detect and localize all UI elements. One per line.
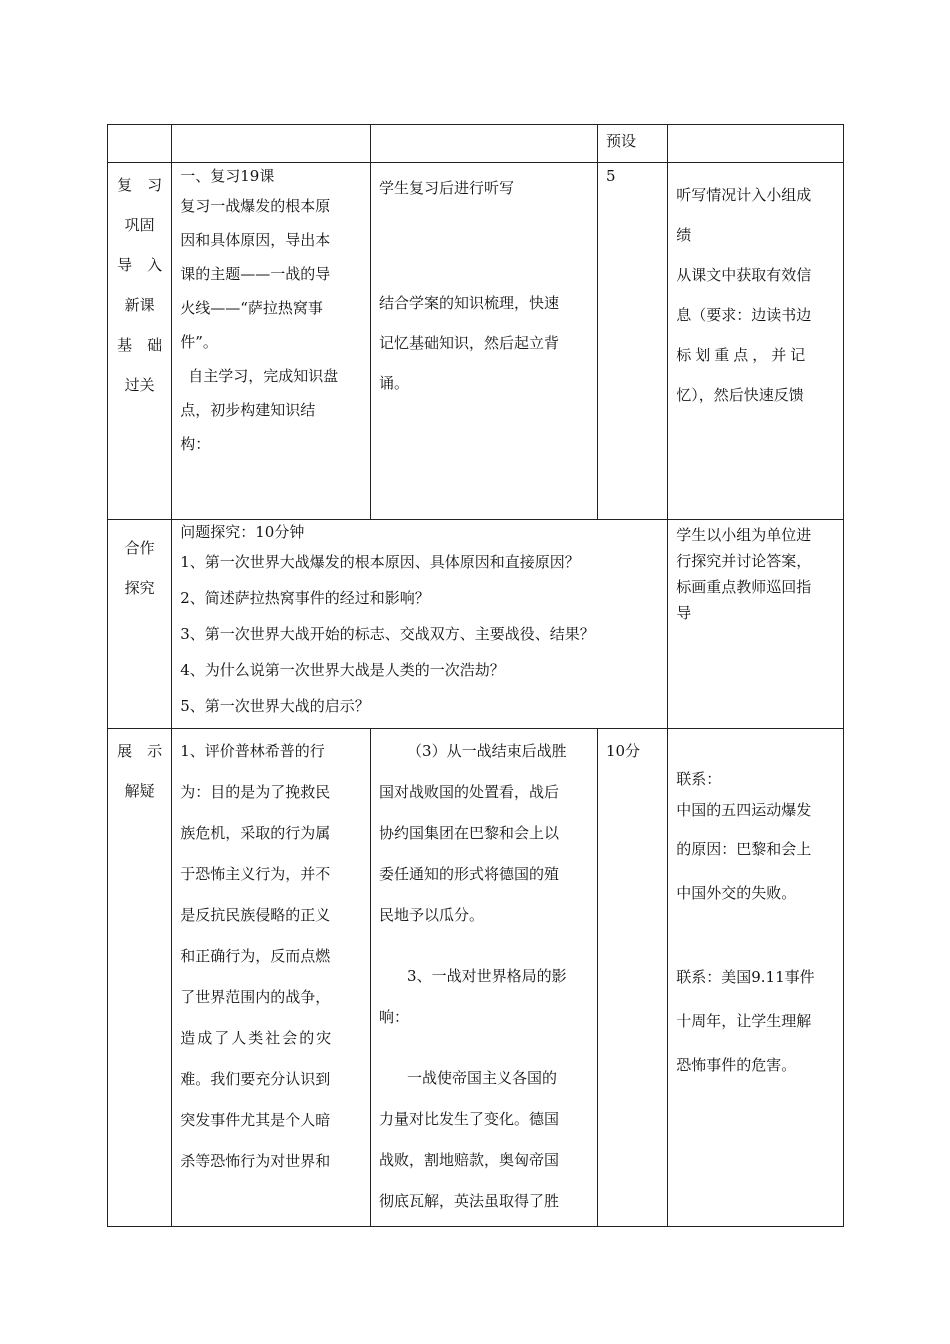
review-time-cell [597, 163, 667, 520]
present-time: 10分 [605, 742, 641, 760]
inquiry-title: 问题探究：10分钟 [180, 523, 305, 541]
present-evaluation-cell [172, 729, 371, 1227]
evaluation-line: 为：目的是为了挽救民 [180, 783, 331, 801]
review-teacher-cell [172, 163, 371, 520]
student-line: 结合学案的知识梳理，快速 [379, 294, 560, 312]
stage-line: 巩固 [124, 216, 155, 234]
note-line: 忆），然后快速反馈 [676, 386, 804, 404]
note-line: 听写情况计入小组成 [676, 186, 812, 204]
question-item: 4、为什么说第一次世界大战是人类的一次浩劫？ [180, 661, 505, 679]
evaluation-line: 造成了人类社会的灾 [180, 1029, 334, 1047]
note-line: 联系： [676, 770, 722, 788]
note-line: 恐怖事件的危害。 [676, 1056, 797, 1074]
stage-line: 过关 [124, 376, 155, 394]
present-stage-cell [108, 729, 172, 1227]
review-stage-cell [108, 163, 172, 520]
review-stage-label [108, 163, 171, 409]
review-notes-cell [668, 163, 844, 520]
question-item: 2、简述萨拉热窝事件的经过和影响？ [180, 589, 430, 607]
present-row [108, 729, 844, 1227]
analysis-line: 一战使帝国主义各国的 [407, 1069, 558, 1087]
preset-label: 预设 [605, 132, 636, 150]
teacher-line: 一、复习19课 [180, 167, 275, 185]
review-time: 5 [605, 167, 616, 185]
note-line: 十周年，让学生理解 [676, 1012, 812, 1030]
note-line: 绩 [676, 226, 692, 244]
present-analysis-cell [371, 729, 598, 1227]
evaluation-line: 和正确行为，反而点燃 [180, 947, 331, 965]
header-cell-1 [108, 125, 172, 163]
note-line: 行探究并讨论答案， [676, 552, 812, 570]
cooperate-notes [668, 520, 843, 630]
teacher-line: 自主学习，完成知识盘 [188, 367, 339, 385]
cooperate-row [108, 520, 844, 729]
cooperate-notes-cell [668, 520, 844, 729]
note-line: 息（要求：边读书边 [676, 306, 812, 324]
note-line: 学生以小组为单位进 [676, 526, 812, 544]
evaluation-line: 是反抗民族侵略的正义 [180, 906, 331, 924]
note-line: 联系：美国9.11事件 [676, 968, 815, 986]
analysis-line: （3）从一战结束后战胜 [407, 742, 567, 760]
present-notes-cell [668, 729, 844, 1227]
note-line: 从课文中获取有效信 [676, 266, 812, 284]
present-stage-label [108, 729, 171, 815]
question-item: 1、第一次世界大战爆发的根本原因、具体原因和直接原因？ [180, 553, 580, 571]
evaluation-line: 于恐怖主义行为，并不 [180, 865, 331, 883]
evaluation-line: 难。我们要充分认识到 [180, 1070, 331, 1088]
teacher-line: 点，初步构建知识结 [180, 401, 316, 419]
note-line: 导 [676, 604, 692, 622]
evaluation-line: 突发事件尤其是个人暗 [180, 1111, 331, 1129]
teacher-line: 课的主题——一战的导 [180, 265, 331, 283]
review-row [108, 163, 844, 520]
stage-line: 复 习 [117, 176, 163, 194]
lesson-plan-table [107, 124, 844, 1227]
analysis-line: 力量对比发生了变化。德国 [379, 1110, 560, 1128]
review-teacher-content [172, 163, 370, 465]
cooperate-questions-cell [172, 520, 668, 729]
student-line: 诵。 [379, 374, 410, 392]
teacher-line: 复习一战爆发的根本原 [180, 197, 331, 215]
note-line: 标划重点，并记 [676, 346, 810, 364]
stage-line: 新课 [124, 296, 155, 314]
present-evaluation [172, 729, 370, 1186]
cooperate-stage-cell [108, 520, 172, 729]
analysis-line: 协约国集团在巴黎和会上以 [379, 824, 560, 842]
teacher-line: 火线——“萨拉热窝事 [180, 299, 323, 317]
stage-line: 展 示 [117, 742, 163, 760]
header-cell-preset [597, 125, 667, 163]
header-cell-3 [371, 125, 598, 163]
analysis-line: 响： [379, 1008, 410, 1026]
analysis-line: 3、一战对世界格局的影 [407, 967, 567, 985]
evaluation-line: 族危机，采取的行为属 [180, 824, 331, 842]
teacher-line: 因和具体原因，导出本 [180, 231, 331, 249]
note-line: 标画重点教师巡回指 [676, 578, 812, 596]
cooperate-stage-label [108, 520, 171, 612]
evaluation-line: 杀等恐怖行为对世界和 [180, 1152, 331, 1170]
analysis-line: 彻底瓦解，英法虽取得了胜 [379, 1192, 560, 1210]
review-student-content [371, 163, 597, 407]
student-line: 记忆基础知识，然后起立背 [379, 334, 560, 352]
stage-line: 解疑 [124, 782, 155, 800]
question-item: 5、第一次世界大战的启示？ [180, 697, 370, 715]
analysis-line: 国对战败国的处置看，战后 [379, 783, 560, 801]
student-activity: 学生复习后进行听写 [379, 179, 515, 197]
analysis-line: 委任通知的形式将德国的殖 [379, 865, 560, 883]
review-notes [668, 163, 843, 419]
question-item: 3、第一次世界大战开始的标志、交战双方、主要战役、结果？ [180, 625, 595, 643]
stage-line: 基 础 [117, 336, 163, 354]
note-line: 中国外交的失败。 [676, 884, 797, 902]
stage-line: 导 入 [117, 256, 163, 274]
present-time-cell [597, 729, 667, 1227]
stage-line: 合作 [124, 539, 155, 557]
stage-line: 探究 [124, 579, 155, 597]
analysis-line: 战败，割地赔款，奥匈帝国 [379, 1151, 560, 1169]
note-line: 中国的五四运动爆发 [676, 801, 812, 819]
review-student-cell [371, 163, 598, 520]
evaluation-line: 1、评价普林希普的行 [180, 742, 325, 760]
header-cell-2 [172, 125, 371, 163]
teacher-line: 件”。 [180, 333, 218, 351]
teacher-line: 构： [180, 435, 211, 453]
header-cell-5 [668, 125, 844, 163]
header-row [108, 125, 844, 163]
note-line: 的原因：巴黎和会上 [676, 840, 812, 858]
evaluation-line: 了世界范围内的战争， [180, 988, 331, 1006]
present-analysis [371, 729, 597, 1226]
analysis-line: 民地予以瓜分。 [379, 906, 485, 924]
present-notes [668, 729, 843, 1091]
cooperate-questions [172, 520, 667, 728]
